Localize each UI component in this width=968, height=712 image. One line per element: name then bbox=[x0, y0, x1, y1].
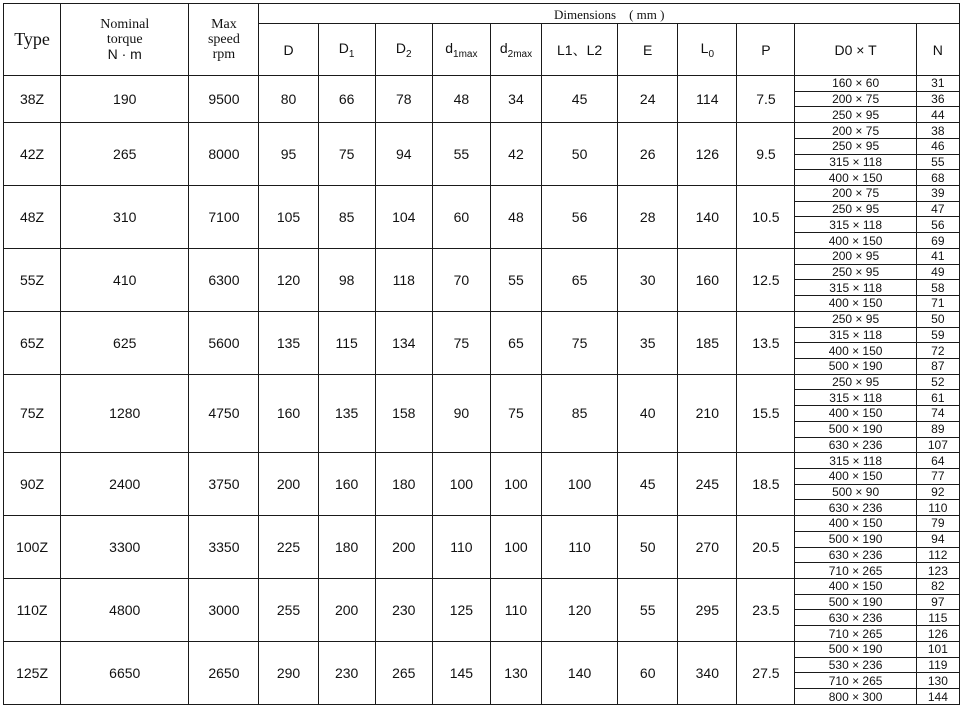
cell-type: 38Z bbox=[4, 76, 61, 123]
cell-l: 140 bbox=[542, 641, 618, 704]
cell-d2max: 100 bbox=[490, 516, 541, 579]
table-row bbox=[4, 76, 960, 92]
cell-n: 38 bbox=[916, 123, 959, 139]
cell-d1: 180 bbox=[318, 516, 375, 579]
cell-d: 105 bbox=[259, 186, 318, 249]
cell-d2max: 48 bbox=[490, 186, 541, 249]
cell-p: 23.5 bbox=[737, 579, 795, 642]
header-d1: $D_1$ bbox=[318, 24, 375, 76]
cell-n: 74 bbox=[916, 406, 959, 422]
cell-d0xt: 400 × 150 bbox=[795, 296, 916, 312]
table-row bbox=[4, 641, 960, 657]
cell-n: 107 bbox=[916, 437, 959, 453]
cell-d1max: 145 bbox=[432, 641, 490, 704]
cell-p: 20.5 bbox=[737, 516, 795, 579]
header-d2: $D_2$ bbox=[375, 24, 432, 76]
cell-l: 100 bbox=[542, 453, 618, 516]
cell-n: 110 bbox=[916, 500, 959, 516]
table-row bbox=[4, 311, 960, 327]
cell-speed: 7100 bbox=[189, 186, 259, 249]
cell-d0xt: 250 × 95 bbox=[795, 311, 916, 327]
cell-d0xt: 800 × 300 bbox=[795, 689, 916, 705]
cell-d0xt: 400 × 150 bbox=[795, 579, 916, 595]
cell-p: 9.5 bbox=[737, 123, 795, 186]
cell-d2: 200 bbox=[375, 516, 432, 579]
cell-n: 89 bbox=[916, 421, 959, 437]
header-l0: $L_0$ bbox=[678, 24, 737, 76]
cell-l: 50 bbox=[542, 123, 618, 186]
cell-d0xt: 500 × 190 bbox=[795, 358, 916, 374]
cell-d0xt: 630 × 236 bbox=[795, 610, 916, 626]
cell-type: 110Z bbox=[4, 579, 61, 642]
cell-d1: 115 bbox=[318, 311, 375, 374]
cell-e: 30 bbox=[618, 248, 678, 311]
cell-d2: 94 bbox=[375, 123, 432, 186]
cell-d0xt: 315 × 118 bbox=[795, 280, 916, 296]
cell-d2max: 55 bbox=[490, 248, 541, 311]
cell-n: 77 bbox=[916, 468, 959, 484]
cell-n: 64 bbox=[916, 453, 959, 469]
cell-n: 126 bbox=[916, 626, 959, 642]
cell-e: 26 bbox=[618, 123, 678, 186]
cell-type: 65Z bbox=[4, 311, 61, 374]
cell-speed: 9500 bbox=[189, 76, 259, 123]
cell-d0xt: 630 × 236 bbox=[795, 437, 916, 453]
cell-d0xt: 200 × 75 bbox=[795, 123, 916, 139]
header-e: E bbox=[618, 24, 678, 76]
cell-n: 79 bbox=[916, 516, 959, 532]
cell-d2max: 34 bbox=[490, 76, 541, 123]
header-dimensions: Dimensions ( mm ) bbox=[259, 4, 960, 24]
cell-d2: 230 bbox=[375, 579, 432, 642]
cell-n: 94 bbox=[916, 531, 959, 547]
header-torque: Nominal torque N · m bbox=[61, 4, 189, 76]
cell-speed: 3350 bbox=[189, 516, 259, 579]
cell-type: 75Z bbox=[4, 374, 61, 453]
cell-d1: 85 bbox=[318, 186, 375, 249]
cell-d2: 118 bbox=[375, 248, 432, 311]
cell-n: 115 bbox=[916, 610, 959, 626]
cell-l: 110 bbox=[542, 516, 618, 579]
cell-torque: 2400 bbox=[61, 453, 189, 516]
cell-n: 56 bbox=[916, 217, 959, 233]
cell-e: 35 bbox=[618, 311, 678, 374]
cell-d1max: 125 bbox=[432, 579, 490, 642]
cell-l0: 295 bbox=[678, 579, 737, 642]
cell-l0: 126 bbox=[678, 123, 737, 186]
cell-n: 44 bbox=[916, 107, 959, 123]
cell-n: 69 bbox=[916, 233, 959, 249]
cell-e: 50 bbox=[618, 516, 678, 579]
table-row bbox=[4, 123, 960, 139]
cell-d0xt: 400 × 150 bbox=[795, 406, 916, 422]
cell-d: 120 bbox=[259, 248, 318, 311]
cell-e: 24 bbox=[618, 76, 678, 123]
header-n: N bbox=[916, 24, 959, 76]
cell-type: 42Z bbox=[4, 123, 61, 186]
cell-d1max: 90 bbox=[432, 374, 490, 453]
cell-n: 101 bbox=[916, 641, 959, 657]
cell-d1: 160 bbox=[318, 453, 375, 516]
cell-d: 160 bbox=[259, 374, 318, 453]
header-p: P bbox=[737, 24, 795, 76]
cell-d: 95 bbox=[259, 123, 318, 186]
cell-l0: 140 bbox=[678, 186, 737, 249]
cell-type: 90Z bbox=[4, 453, 61, 516]
cell-n: 82 bbox=[916, 579, 959, 595]
cell-d1max: 75 bbox=[432, 311, 490, 374]
cell-d0xt: 200 × 75 bbox=[795, 186, 916, 202]
cell-n: 92 bbox=[916, 484, 959, 500]
cell-n: 112 bbox=[916, 547, 959, 563]
cell-d0xt: 630 × 236 bbox=[795, 547, 916, 563]
cell-d0xt: 250 × 95 bbox=[795, 264, 916, 280]
cell-speed: 6300 bbox=[189, 248, 259, 311]
cell-d0xt: 500 × 90 bbox=[795, 484, 916, 500]
cell-l0: 185 bbox=[678, 311, 737, 374]
cell-torque: 265 bbox=[61, 123, 189, 186]
cell-l: 120 bbox=[542, 579, 618, 642]
cell-n: 68 bbox=[916, 170, 959, 186]
cell-n: 87 bbox=[916, 358, 959, 374]
specification-table bbox=[3, 3, 960, 705]
cell-d1: 98 bbox=[318, 248, 375, 311]
cell-d0xt: 315 × 118 bbox=[795, 327, 916, 343]
cell-d1max: 110 bbox=[432, 516, 490, 579]
table-row bbox=[4, 579, 960, 595]
cell-n: 39 bbox=[916, 186, 959, 202]
cell-l0: 114 bbox=[678, 76, 737, 123]
cell-d1max: 48 bbox=[432, 76, 490, 123]
cell-p: 10.5 bbox=[737, 186, 795, 249]
cell-l: 75 bbox=[542, 311, 618, 374]
cell-d0xt: 400 × 150 bbox=[795, 468, 916, 484]
cell-d: 255 bbox=[259, 579, 318, 642]
cell-e: 45 bbox=[618, 453, 678, 516]
cell-d0xt: 400 × 150 bbox=[795, 516, 916, 532]
table-row bbox=[4, 248, 960, 264]
cell-type: 125Z bbox=[4, 641, 61, 704]
cell-d0xt: 530 × 236 bbox=[795, 657, 916, 673]
cell-n: 61 bbox=[916, 390, 959, 406]
table-row bbox=[4, 516, 960, 532]
cell-d1: 200 bbox=[318, 579, 375, 642]
cell-n: 50 bbox=[916, 311, 959, 327]
cell-speed: 5600 bbox=[189, 311, 259, 374]
cell-p: 15.5 bbox=[737, 374, 795, 453]
cell-torque: 410 bbox=[61, 248, 189, 311]
cell-n: 31 bbox=[916, 76, 959, 92]
cell-d: 290 bbox=[259, 641, 318, 704]
cell-d2max: 130 bbox=[490, 641, 541, 704]
cell-d0xt: 710 × 265 bbox=[795, 626, 916, 642]
cell-torque: 1280 bbox=[61, 374, 189, 453]
cell-torque: 6650 bbox=[61, 641, 189, 704]
cell-d0xt: 160 × 60 bbox=[795, 76, 916, 92]
cell-d0xt: 500 × 190 bbox=[795, 531, 916, 547]
cell-d0xt: 315 × 118 bbox=[795, 154, 916, 170]
cell-n: 130 bbox=[916, 673, 959, 689]
cell-l: 65 bbox=[542, 248, 618, 311]
cell-speed: 3000 bbox=[189, 579, 259, 642]
cell-d0xt: 250 × 95 bbox=[795, 374, 916, 390]
cell-n: 52 bbox=[916, 374, 959, 390]
table-row bbox=[4, 186, 960, 202]
cell-n: 59 bbox=[916, 327, 959, 343]
cell-e: 40 bbox=[618, 374, 678, 453]
table-row bbox=[4, 453, 960, 469]
cell-d0xt: 500 × 190 bbox=[795, 641, 916, 657]
cell-d: 225 bbox=[259, 516, 318, 579]
cell-n: 119 bbox=[916, 657, 959, 673]
header-d: D bbox=[259, 24, 318, 76]
cell-d0xt: 500 × 190 bbox=[795, 594, 916, 610]
cell-d0xt: 400 × 150 bbox=[795, 233, 916, 249]
cell-p: 13.5 bbox=[737, 311, 795, 374]
header-d2max: $d_{2max}$ bbox=[490, 24, 541, 76]
cell-n: 41 bbox=[916, 248, 959, 264]
cell-d0xt: 200 × 75 bbox=[795, 91, 916, 107]
cell-p: 18.5 bbox=[737, 453, 795, 516]
cell-d0xt: 400 × 150 bbox=[795, 170, 916, 186]
cell-torque: 625 bbox=[61, 311, 189, 374]
cell-l0: 270 bbox=[678, 516, 737, 579]
cell-l0: 210 bbox=[678, 374, 737, 453]
cell-n: 71 bbox=[916, 296, 959, 312]
cell-n: 72 bbox=[916, 343, 959, 359]
cell-torque: 3300 bbox=[61, 516, 189, 579]
cell-d2max: 100 bbox=[490, 453, 541, 516]
cell-n: 144 bbox=[916, 689, 959, 705]
cell-d0xt: 250 × 95 bbox=[795, 138, 916, 154]
cell-d0xt: 250 × 95 bbox=[795, 107, 916, 123]
cell-l: 45 bbox=[542, 76, 618, 123]
cell-d1: 75 bbox=[318, 123, 375, 186]
cell-d1: 230 bbox=[318, 641, 375, 704]
cell-n: 47 bbox=[916, 201, 959, 217]
cell-d2: 158 bbox=[375, 374, 432, 453]
cell-l0: 245 bbox=[678, 453, 737, 516]
cell-d2max: 42 bbox=[490, 123, 541, 186]
cell-speed: 2650 bbox=[189, 641, 259, 704]
cell-type: 48Z bbox=[4, 186, 61, 249]
cell-d2max: 110 bbox=[490, 579, 541, 642]
cell-d1: 135 bbox=[318, 374, 375, 453]
cell-n: 97 bbox=[916, 594, 959, 610]
header-d1max: $d_{1max}$ bbox=[432, 24, 490, 76]
cell-d0xt: 315 × 118 bbox=[795, 217, 916, 233]
cell-d0xt: 200 × 95 bbox=[795, 248, 916, 264]
cell-d: 135 bbox=[259, 311, 318, 374]
cell-n: 46 bbox=[916, 138, 959, 154]
cell-l: 85 bbox=[542, 374, 618, 453]
cell-d1: 66 bbox=[318, 76, 375, 123]
header-type: Type bbox=[4, 4, 61, 76]
cell-d2max: 65 bbox=[490, 311, 541, 374]
cell-e: 28 bbox=[618, 186, 678, 249]
cell-p: 27.5 bbox=[737, 641, 795, 704]
cell-p: 7.5 bbox=[737, 76, 795, 123]
cell-torque: 310 bbox=[61, 186, 189, 249]
cell-n: 36 bbox=[916, 91, 959, 107]
cell-d2max: 75 bbox=[490, 374, 541, 453]
header-d0-t: D0 × T bbox=[795, 24, 916, 76]
cell-e: 55 bbox=[618, 579, 678, 642]
cell-d2: 104 bbox=[375, 186, 432, 249]
cell-d: 200 bbox=[259, 453, 318, 516]
cell-d0xt: 315 × 118 bbox=[795, 390, 916, 406]
cell-speed: 4750 bbox=[189, 374, 259, 453]
cell-d2: 180 bbox=[375, 453, 432, 516]
cell-d0xt: 315 × 118 bbox=[795, 453, 916, 469]
cell-speed: 8000 bbox=[189, 123, 259, 186]
cell-type: 100Z bbox=[4, 516, 61, 579]
cell-d1max: 100 bbox=[432, 453, 490, 516]
cell-d1max: 60 bbox=[432, 186, 490, 249]
table-row bbox=[4, 374, 960, 390]
cell-d0xt: 710 × 265 bbox=[795, 563, 916, 579]
cell-e: 60 bbox=[618, 641, 678, 704]
header-l1-l2: L1、L2 bbox=[542, 24, 618, 76]
cell-n: 58 bbox=[916, 280, 959, 296]
cell-l: 56 bbox=[542, 186, 618, 249]
cell-torque: 4800 bbox=[61, 579, 189, 642]
cell-d2: 134 bbox=[375, 311, 432, 374]
cell-d0xt: 400 × 150 bbox=[795, 343, 916, 359]
cell-d: 80 bbox=[259, 76, 318, 123]
cell-d2: 78 bbox=[375, 76, 432, 123]
header-speed: Max speed rpm bbox=[189, 4, 259, 76]
cell-n: 55 bbox=[916, 154, 959, 170]
cell-d1max: 55 bbox=[432, 123, 490, 186]
cell-l0: 340 bbox=[678, 641, 737, 704]
cell-p: 12.5 bbox=[737, 248, 795, 311]
cell-n: 49 bbox=[916, 264, 959, 280]
cell-d0xt: 630 × 236 bbox=[795, 500, 916, 516]
cell-speed: 3750 bbox=[189, 453, 259, 516]
cell-d0xt: 500 × 190 bbox=[795, 421, 916, 437]
cell-d0xt: 710 × 265 bbox=[795, 673, 916, 689]
cell-l0: 160 bbox=[678, 248, 737, 311]
cell-torque: 190 bbox=[61, 76, 189, 123]
cell-d1max: 70 bbox=[432, 248, 490, 311]
cell-n: 123 bbox=[916, 563, 959, 579]
cell-d0xt: 250 × 95 bbox=[795, 201, 916, 217]
cell-d2: 265 bbox=[375, 641, 432, 704]
cell-type: 55Z bbox=[4, 248, 61, 311]
